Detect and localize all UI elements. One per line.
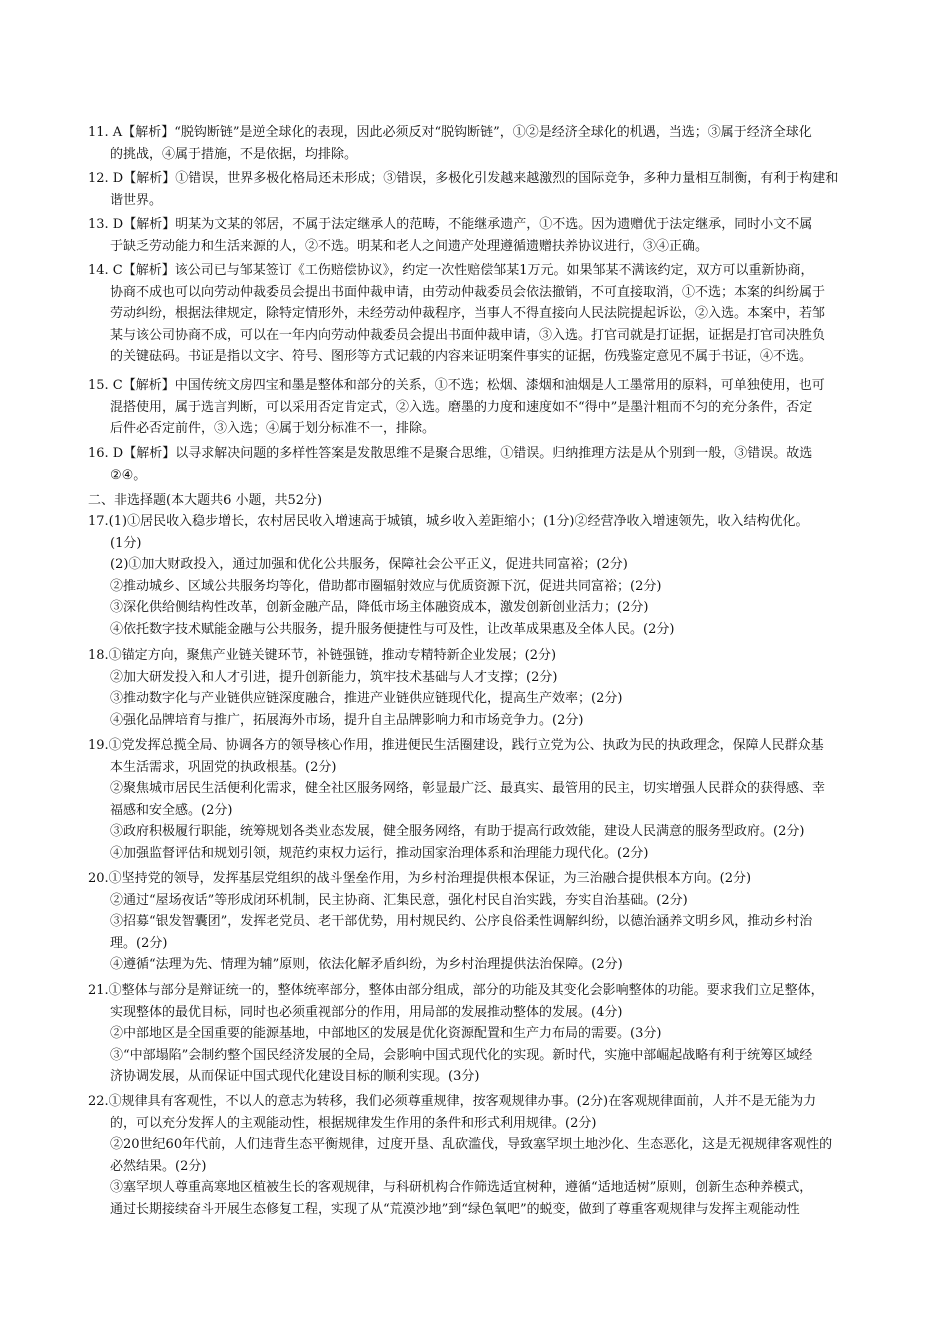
- text-line: 20.①坚持党的领导，发挥基层党组织的战斗堡垒作用，为乡村治理提供根本保证，为三治融合提供根本方向。(2分): [88, 871, 752, 886]
- answer-22: [88, 1091, 868, 1220]
- text-line: 15. C【解析】中国传统文房四宝和墨是整体和部分的关系，①不选；松烟、漆烟和油烟是人工墨常用的原料，可单独使用，也可: [88, 378, 825, 393]
- text-line: 17.(1)①居民收入稳步增长，农村居民收入增速高于城镇，城乡收入差距缩小；(1分)②经营净收入增速领先，收入结构优化。: [88, 514, 809, 529]
- text-line: 劳动纠纷，根据法律规定，除特定情形外，未经劳动仲裁程序，当事人不得直接向人民法院提起诉讼，②入选。本案中，若邹: [110, 306, 826, 321]
- text-line: 的挑战，④属于措施，不是依据，均排除。: [110, 146, 358, 162]
- text-line: 19.①党发挥总揽全局、协调各方的领导核心作用，推进便民生活圈建设，践行立党为公、执政为民的执政理念，保障人民群众基: [88, 738, 824, 753]
- text-line: 13. D【解析】明某为文某的邻居，不属于法定继承人的范畴，不能继承遗产，①不选。因为遗赠优于法定继承，同时小文不属: [88, 217, 813, 232]
- text-line: ③推动数字化与产业链供应链深度融合，推进产业链供应链现代化，提高生产效率；(2分): [110, 691, 623, 706]
- text-line: 济协调发展，从而保证中国式现代化建设目标的顺利实现。(3分): [110, 1069, 480, 1084]
- text-line: 必然结果。(2分): [110, 1158, 207, 1174]
- answer-11: [88, 122, 868, 165]
- answer-20: [88, 868, 868, 976]
- text-line: 11. A【解析】“脱钩断链”是逆全球化的表现，因此必须反对“脱钩断链”，①②是经济全球化的机遇，当选；③属于经济全球化: [88, 125, 812, 140]
- text-line: ④遵循“法理为先、情理为辅”原则，依法化解矛盾纠纷，为乡村治理提供法治保障。(2分): [110, 957, 623, 972]
- text-line: 的，可以充分发挥人的主观能动性，根据规律发生作用的条件和形式利用规律。(2分): [110, 1115, 597, 1131]
- text-line: ③政府积极履行职能，统筹规划各类业态发展，健全服务网络，有助于提高行政效能，建设人民满意的服务型政府。(2分): [110, 824, 805, 839]
- text-line: ③招募“银发智囊团”，发挥老党员、老干部优势，用村规民约、公序良俗柔性调解纠纷，以德治涵养文明乡风，推动乡村治: [110, 914, 813, 929]
- text-line: ②通过“屋场夜话”等形成闭环机制，民主协商、汇集民意，强化村民自治实践，夯实自治基础。(2分): [110, 892, 688, 908]
- text-line: (2)①加大财政投入，通过加强和优化公共服务，保障社会公平正义，促进共同富裕；(2分): [110, 557, 628, 572]
- text-line: ②加大研发投入和人才引进，提升创新能力，筑牢技术基础与人才支撑；(2分): [110, 669, 558, 685]
- text-line: 谐世界。: [110, 192, 163, 208]
- text-line: ④依托数字技术赋能金融与公共服务，提升服务便捷性与可及性，让改革成果惠及全体人民。(2分): [110, 621, 675, 637]
- answer-21: [88, 980, 868, 1088]
- text-line: 某与该公司协商不成，可以在一年内向劳动仲裁委员会提出书面仲裁申请，③入选。打官司就是打证据，证据是打官司决胜负: [110, 327, 826, 343]
- answer-13: [88, 214, 868, 257]
- text-line: (1分): [110, 535, 142, 551]
- answer-17: [88, 511, 868, 640]
- answer-15: [88, 375, 868, 440]
- section-title: 二、非选择题(本大题共6 小题，共52分): [88, 493, 323, 508]
- text-line: ③“中部塌陷”会制约整个国民经济发展的全局，会影响中国式现代化的实现。新时代，实施中部崛起战略有利于统筹区域经: [110, 1047, 813, 1063]
- text-line: ④强化品牌培育与推广，拓展海外市场，提升自主品牌影响力和市场竞争力。(2分): [110, 712, 584, 728]
- text-line: 21.①整体与部分是辩证统一的，整体统率部分，整体由部分组成，部分的功能及其变化会影响整体的功能。要求我们立足整体，: [88, 983, 824, 998]
- text-line: 于缺乏劳动能力和生活来源的人，②不选。明某和老人之间遗产处理遵循遗赠扶养协议进行，③④正确。: [110, 238, 709, 254]
- text-line: 16. D【解析】以寻求解决问题的多样性答案是发散思维不是聚合思维，①错误。归纳推理方法是从个别到一般，③错误。故选: [88, 446, 813, 461]
- answer-14: [88, 260, 868, 368]
- text-line: ④加强监督评估和规划引领，规范约束权力运行，推动国家治理体系和治理能力现代化。(2分): [110, 845, 649, 861]
- text-line: 协商不成也可以向劳动仲裁委员会提出书面仲裁申请，由劳动仲裁委员会依法撤销，不可直接取消，①不选；本案的纠纷属于: [110, 284, 826, 300]
- text-line: 12. D【解析】①错误，世界多极化格局还未形成；③错误，多极化引发越来越激烈的国际竞争，多种力量相互制衡，有利于构建和: [88, 171, 839, 186]
- text-line: ③深化供给侧结构性改革，创新金融产品，降低市场主体融资成本，激发创新创业活力；(2分): [110, 600, 649, 615]
- text-line: 实现整体的最优目标，同时也必须重视部分的作用，用局部的发展推动整体的发展。(4分): [110, 1004, 623, 1020]
- text-line: 本生活需求，巩固党的执政根基。(2分): [110, 759, 337, 775]
- text-line: ②④。: [110, 467, 147, 483]
- text-line: ②20世纪60年代前，人们违背生态平衡规律，过度开垦、乱砍滥伐，导致塞罕坝土地沙化、生态恶化，这是无视规律客观性的: [110, 1137, 833, 1152]
- text-line: 后件必否定前件，③入选；④属于划分标准不一，排除。: [110, 421, 436, 436]
- text-line: 14. C【解析】该公司已与邹某签订《工伤赔偿协议》，约定一次性赔偿邹某1万元。如果邹某不满该约定，双方可以重新协商，: [88, 263, 814, 278]
- answer-12: [88, 168, 868, 211]
- answer-19: [88, 735, 868, 864]
- text-line: 混搭使用，属于选言判断，可以采用否定肯定式，②入选。磨墨的力度和速度如不“得中”是墨汁粗而不匀的充分条件，否定: [110, 399, 813, 415]
- text-line: 福感和安全感。(2分): [110, 802, 233, 818]
- text-line: ②推动城乡、区域公共服务均等化，借助都市圈辐射效应与优质资源下沉，促进共同富裕；(2分): [110, 578, 662, 594]
- text-line: ③塞罕坝人尊重高寒地区植被生长的客观规律，与科研机构合作筛选适宜树种，遵循“适地适树”原则，创新生态种养模式，: [110, 1180, 813, 1195]
- text-line: ②聚焦城市居民生活便利化需求，健全社区服务网络，彰显最广泛、最真实、最管用的民主，切实增强人民群众的获得感、幸: [110, 781, 826, 796]
- text-line: 通过长期接续奋斗开展生态修复工程，实现了从“荒漠沙地”到“绿色氧吧”的蜕变，做到了尊重客观规律与发挥主观能动性: [110, 1201, 800, 1217]
- answer-18: [88, 645, 868, 731]
- text-line: ②中部地区是全国重要的能源基地，中部地区的发展是优化资源配置和生产力布局的需要。(3分): [110, 1026, 662, 1041]
- text-line: 理。(2分): [110, 935, 168, 951]
- text-line: 18.①锚定方向，聚焦产业链关键环节，补链强链，推动专精特新企业发展；(2分): [88, 648, 557, 663]
- text-line: 的关键砝码。书证是指以文字、符号、图形等方式记载的内容来证明案件事实的证据，伤残鉴定意见不属于书证，④不选。: [110, 349, 813, 364]
- text-line: 22.①规律具有客观性，不以人的意志为转移，我们必须尊重规律，按客观规律办事。(2分)在客观规律面前，人并不是无能为力: [88, 1094, 817, 1109]
- answer-16: [88, 443, 868, 486]
